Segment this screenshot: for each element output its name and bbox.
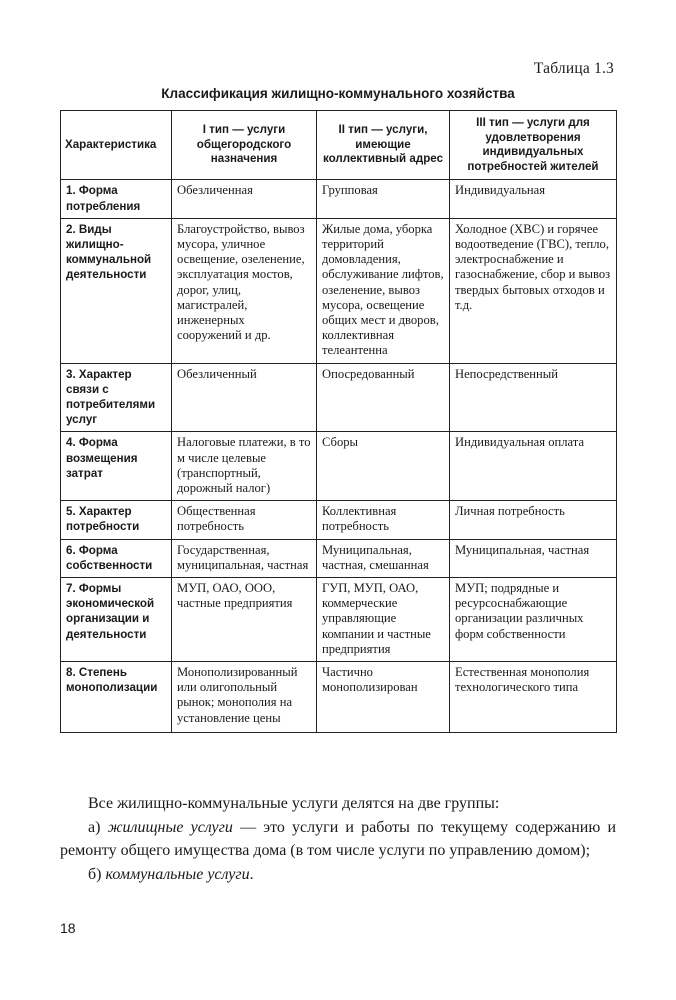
table-row: [61, 180, 617, 218]
table-header-row: [61, 111, 617, 180]
table-row: [61, 578, 617, 662]
row-characteristic: 8. Степень монополизации: [61, 662, 172, 733]
paragraph-intro: Все жилищно-коммунальные услуги делятся на две группы:: [88, 795, 500, 812]
table-number-label: Таблица 1.3: [533, 60, 614, 77]
cell-type-2: Сборы: [317, 432, 450, 501]
cell-type-3: Холодное (ХВС) и горячее водоотведение (ГВС), тепло, электроснабжение и газоснабжение, сбор и вывоз твердых бытовых отходов и т.д.: [450, 218, 617, 363]
cell-type-2: Муниципальная, частная, смешанная: [317, 539, 450, 577]
item-b-text: .: [249, 865, 254, 883]
cell-type-1: Обезличенный: [172, 363, 317, 432]
cell-type-1: Общественная потребность: [172, 501, 317, 539]
cell-type-2: Жилые дома, уборка территорий домовладения, обслуживание лифтов, озеленение, вывоз мусора, освещение общих мест и дворов, коллективная телеантенна: [317, 218, 450, 363]
table-row: [61, 363, 617, 432]
row-characteristic: 5. Характер потребности: [61, 501, 172, 539]
row-characteristic: 6. Форма собственности: [61, 539, 172, 577]
header-type-2: II тип — услуги, имеющие коллективный адрес: [317, 111, 450, 180]
body-text: [60, 792, 616, 886]
cell-type-3: Индивидуальная оплата: [450, 432, 617, 501]
paragraph-item-b: [60, 863, 616, 887]
item-a-marker: а): [88, 818, 108, 836]
cell-type-2: Групповая: [317, 180, 450, 218]
cell-type-2: ГУП, МУП, ОАО, коммерческие управляющие компании и частные предприятия: [317, 578, 450, 662]
table-row: [61, 432, 617, 501]
cell-type-3: Естественная монополия технологического типа: [450, 662, 617, 733]
table-title: Классификация жилищно-коммунального хозяйства: [161, 86, 515, 101]
cell-type-2: Опосредованный: [317, 363, 450, 432]
table-row: [61, 218, 617, 363]
header-characteristic: Характеристика: [61, 111, 172, 180]
cell-type-3: Индивидуальная: [450, 180, 617, 218]
paragraph-item-a: [60, 816, 616, 863]
table-row: [61, 662, 617, 733]
item-b-marker: б): [88, 865, 106, 883]
cell-type-1: Обезличенная: [172, 180, 317, 218]
cell-type-1: МУП, ОАО, ООО, частные предприятия: [172, 578, 317, 662]
header-type-3: III тип — услуги для удовлетворения индивидуальных потребностей жителей: [450, 111, 617, 180]
row-characteristic: 7. Формы экономической организации и деятельности: [61, 578, 172, 662]
table-row: [61, 539, 617, 577]
row-characteristic: 2. Виды жилищно-коммунальной деятельности: [61, 218, 172, 363]
term-utility-services: коммунальные услуги: [105, 865, 250, 883]
page-number: 18: [60, 920, 76, 936]
cell-type-2: Частично монополизирован: [317, 662, 450, 733]
cell-type-1: Государственная, муниципальная, частная: [172, 539, 317, 577]
cell-type-1: Монополизированный или олигопольный рынок; монополия на установление цены: [172, 662, 317, 733]
cell-type-1: Благоустройство, вывоз мусора, уличное освещение, озеленение, эксплуатация мостов, дорог, улиц, магистралей, инженерных сооружений и др.: [172, 218, 317, 363]
row-characteristic: 3. Характер связи с потребителями услуг: [61, 363, 172, 432]
classification-table: [60, 110, 617, 733]
item-a-text: — это услуги и работы по текущему содержанию и ремонту общего имущества дома (в том числе услуги по управлению домом);: [60, 818, 617, 859]
cell-type-3: Непосредственный: [450, 363, 617, 432]
row-characteristic: 1. Форма потребления: [61, 180, 172, 218]
table-row: [61, 501, 617, 539]
cell-type-2: Коллективная потребность: [317, 501, 450, 539]
cell-type-3: МУП; подрядные и ресурсоснабжающие организации различных форм собственности: [450, 578, 617, 662]
term-housing-services: жилищные услуги: [107, 818, 233, 836]
cell-type-1: Налоговые платежи, в то м числе целевые (транспортный, дорожный налог): [172, 432, 317, 501]
row-characteristic: 4. Форма возмещения затрат: [61, 432, 172, 501]
header-type-1: I тип — услуги общегородского назначения: [172, 111, 317, 180]
cell-type-3: Личная потребность: [450, 501, 617, 539]
cell-type-3: Муниципальная, частная: [450, 539, 617, 577]
